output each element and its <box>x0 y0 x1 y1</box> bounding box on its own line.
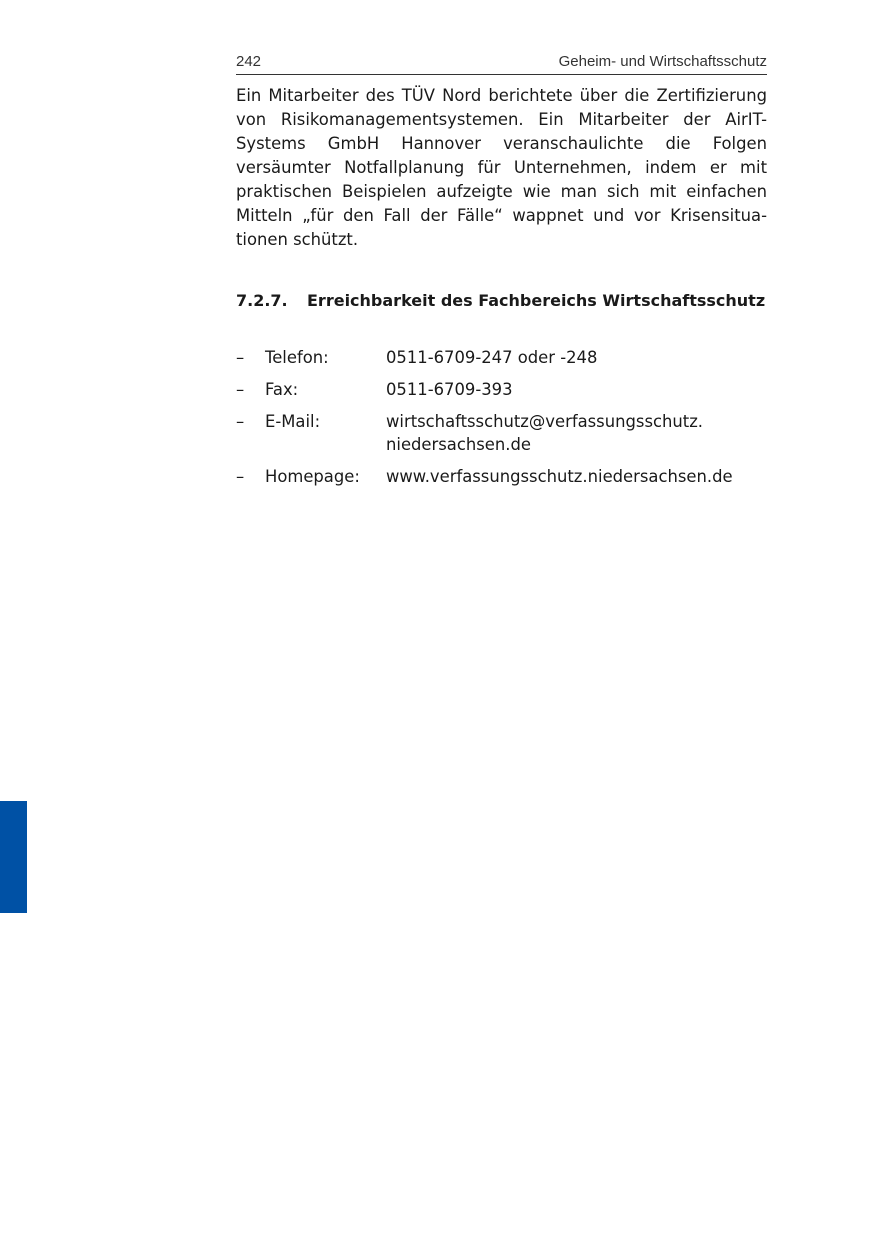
contact-list <box>236 346 776 497</box>
contact-label: Telefon: <box>265 348 329 367</box>
contact-value <box>386 346 776 369</box>
contact-value <box>386 465 776 488</box>
contact-label: Homepage: <box>265 467 360 486</box>
contact-item-fax <box>236 378 776 401</box>
page-header <box>236 50 767 75</box>
list-dash: – <box>236 348 245 367</box>
list-dash: – <box>236 467 245 486</box>
contact-value-line: wirtschaftsschutz@verfassungsschutz. <box>386 412 704 431</box>
contact-value-line: 0511-6709-393 <box>386 380 513 399</box>
contact-value-line: 0511-6709-247 oder -248 <box>386 348 598 367</box>
contact-label: E-Mail: <box>265 412 321 431</box>
contact-label: Fax: <box>265 380 299 399</box>
contact-item-homepage <box>236 465 776 488</box>
running-head-title: Geheim- und Wirtschaftsschutz <box>558 53 767 70</box>
contact-value <box>386 378 776 401</box>
section-heading <box>236 289 767 313</box>
body-paragraph: Ein Mitarbeiter des TÜV Nord berichtete über die Zertifizierung von Risikomanagementsystemen. Ein Mitarbeiter der AirIT-Systems GmbH Hannover veranschaulichte die Folgen versäumter Notfallplanung für Unternehmen, indem er mit praktischen Beispielen aufzeigte wie man sich mit einfachen Mitteln „für den Fall der Fälle“ wappnet und vor Krisensituationen schützt. <box>236 86 767 249</box>
chapter-thumb-tab <box>0 801 27 913</box>
contact-item-email <box>236 410 776 456</box>
contact-value <box>386 410 776 456</box>
contact-value-line: niedersachsen.de <box>386 435 531 454</box>
page-number: 242 <box>236 53 262 70</box>
section-title: Erreichbarkeit des Fachbereichs Wirtschaftsschutz <box>307 291 766 310</box>
section-number: 7.2.7. <box>236 291 288 310</box>
list-dash: – <box>236 380 245 399</box>
list-dash: – <box>236 412 245 431</box>
contact-item-telefon <box>236 346 776 369</box>
contact-value-line: www.verfassungsschutz.niedersachsen.de <box>386 467 733 486</box>
